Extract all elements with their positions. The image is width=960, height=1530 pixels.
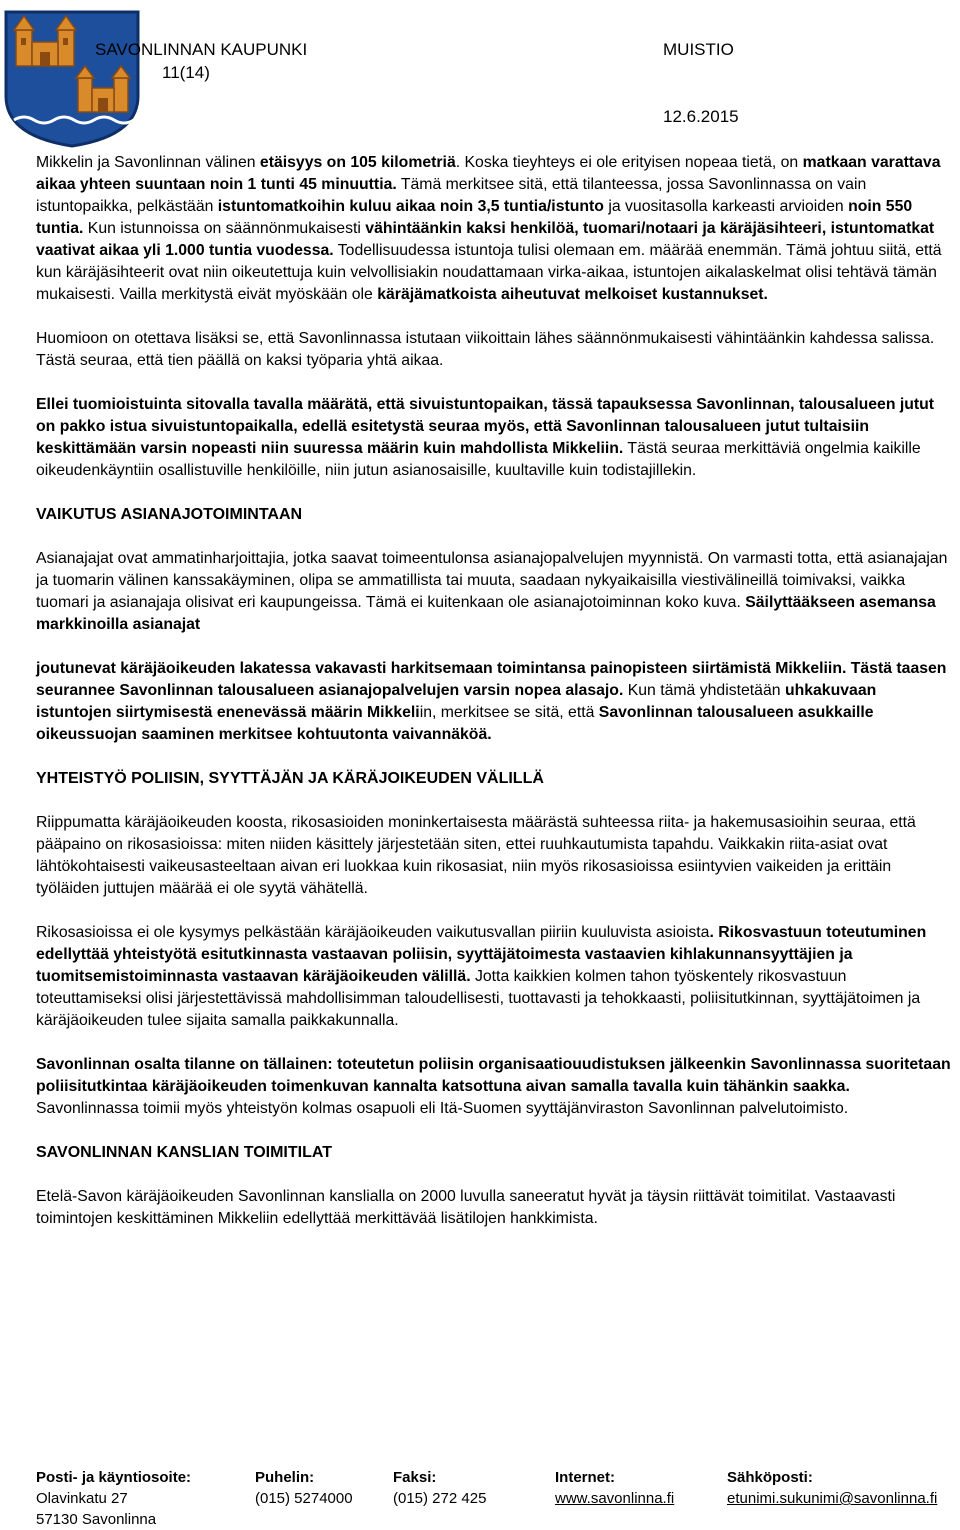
- bold-text-run: Savonlinnan talousalueen asukkaille oikeussuojan saaminen merkitsee kohtuutonta vaivannäköä.: [36, 704, 874, 743]
- text-run: Kun tämä yhdistetään: [623, 682, 785, 699]
- footer-website-link[interactable]: www.savonlinna.fi: [555, 1490, 675, 1507]
- document-date: 12.6.2015: [663, 107, 739, 126]
- text-run: Rikosasioissa ei ole kysymys pelkästään käräjäoikeuden vaikutusvallan piiriin kuuluvista asioista: [36, 924, 710, 941]
- paragraph: [36, 658, 956, 746]
- text-run: Savonlinnassa toimii myös yhteistyön kolmas osapuoli eli Itä-Suomen syyttäjänviraston Savonlinnan palvelutoimisto.: [36, 1100, 849, 1117]
- paragraph: [36, 922, 956, 1032]
- bold-text-run: istuntomatkoihin kuluu aikaa noin 3,5 tuntia/istunto: [217, 198, 604, 215]
- organization-name: SAVONLINNAN KAUPUNKI: [95, 40, 308, 59]
- text-run: ja vuositasolla karkeasti arvioiden: [603, 198, 849, 215]
- paragraph: [36, 548, 956, 636]
- footer-email-label: Sähköposti:: [727, 1469, 813, 1486]
- footer-address-postal: 57130 Savonlinna: [36, 1511, 157, 1528]
- bold-text-run: . Rikosvastuun toteutuminen edellyttää yhteistyötä esitutkinnasta vastaavan poliisin, syyttäjätoimesta vastaavien kihlakunnansyyttäjien ja tuomitsemistoiminnasta vastaavan käräjäoikeuden välillä.: [36, 924, 927, 985]
- text-run: Jotta kaikkien kolmen tahon työskentely rikosvastuun toteuttamiseksi olisi järjestettävissä mahdollisimman taloudellisesti, tuottavasti ja tehokkaasti, poliisitutkinnan, syyttäjätoimen ja käräjäoikeuden tulee sijaita samalla paikkakunnalla.: [36, 968, 921, 1029]
- text-run: Mikkelin ja Savonlinnan välinen: [36, 154, 260, 171]
- bold-text-run: vähintäänkin kaksi henkilöä, tuomari/notaari ja käräjäsihteeri, istuntomatkat vaativat aikaa yli 1.000 tuntia vuodessa.: [36, 220, 935, 259]
- paragraph: [36, 394, 956, 482]
- bold-text-run: Säilyttääkseen asemansa markkinoilla asianajat: [36, 594, 936, 633]
- footer-phone-number: (015) 5274000: [255, 1490, 353, 1507]
- footer-fax-number: (015) 272 425: [393, 1490, 487, 1507]
- footer-phone-label: Puhelin:: [255, 1469, 315, 1486]
- bold-text-run: Ellei tuomioistuinta sitovalla tavalla määrätä, että sivuistuntopaikan, tässä tapauksessa Savonlinnan, talousalueen jutut on pakko istua sivuistuntopaikalla, edellä esitetystä seuraa myös, että Savonlinnan talousalueen jutut tultaisiin keskittämään varsin nopeasti niin suuressa määrin kuin mahdollista Mikkeliin.: [36, 396, 935, 457]
- text-run: Tästä seuraa merkittäviä ongelmia kaikille oikeudenkäyntiin osallistuville henkilöille, niin jutun asianosaisille, kuultaville kuin todistajillekin.: [36, 440, 921, 479]
- footer-internet: [555, 1467, 674, 1509]
- footer-email-link[interactable]: etunimi.sukunimi@savonlinna.fi: [727, 1490, 938, 1507]
- text-run: Kun istunnoissa on säännönmukaisesti: [83, 220, 366, 237]
- document-type: MUISTIO: [663, 40, 734, 59]
- bold-text-run: etäisyys on 105 kilometriä: [259, 154, 456, 171]
- text-run: Huomioon on otettava lisäksi se, että Savonlinnassa istutaan viikoittain lähes säännönmukaisesti vähintäänkin kahdessa salissa. Tästä seuraa, että tien päällä on kaksi työparia yhtä aikaa.: [36, 330, 935, 369]
- bold-text-run: matkaan varattava aikaa yhteen suuntaan noin 1 tunti 45 minuuttia.: [36, 154, 941, 193]
- bold-text-run: Savonlinnan osalta tilanne on tällainen: toteutetun poliisin organisaatiouudistuksen jälkeenkin Savonlinnassa suoritetaan poliisitutkintaa käräjäoikeuden toimenkuvan kannalta katsottuna aivan samalla tavalla kuin tähänkin saakka.: [36, 1056, 951, 1095]
- text-run: Etelä-Savon käräjäoikeuden Savonlinnan kanslialla on 2000 luvulla saneeratut hyvät ja täysin riittävät toimitilat. Vastaavasti toimintojen keskittäminen Mikkeliin edellyttää merkittävää lisätilojen hankkimista.: [36, 1188, 896, 1227]
- footer-internet-label: Internet:: [555, 1469, 615, 1486]
- paragraph: [36, 152, 956, 306]
- paragraph: [36, 1186, 956, 1230]
- paragraph: [36, 1054, 956, 1120]
- paragraph: [36, 812, 956, 900]
- savonlinna-coat-of-arms-logo: [2, 8, 142, 148]
- paragraph: [36, 328, 956, 372]
- footer-email: [727, 1467, 937, 1509]
- bold-text-run: käräjämatkoista aiheutuvat melkoiset kustannukset.: [377, 286, 768, 303]
- bold-text-run: joutunevat käräjäoikeuden lakatessa vakavasti harkitsemaan toimintansa painopisteen siirtämistä Mikkeliin. Tästä taasen seurannee Savonlinnan talousalueen asianajopalvelujen varsin nopea alasajo.: [36, 660, 947, 699]
- text-run: Asianajajat ovat ammatinharjoittajia, jotka saavat toimeentulonsa asianajopalvelujen myynnistä. On varmasti totta, että asianajajan ja tuomarin välinen kanssakäyminen, olipa se ammatillista tai muuta, saadaan nykyaikaisilla viestivälineillä toimivaksi, vaikka tuomari ja asianajaja olisivat eri kaupungeissa. Tämä ei kuitenkaan ole asianajotoiminnan koko kuva.: [36, 550, 948, 611]
- text-run: in, merkitsee se sitä, että: [419, 704, 599, 721]
- footer-address-street: Olavinkatu 27: [36, 1490, 128, 1507]
- bold-text-run: noin 550 tuntia.: [36, 198, 913, 237]
- text-run: . Koska tieyhteys ei ole erityisen nopeaa tietä, on: [455, 154, 803, 171]
- section-heading: YHTEISTYÖ POLIISIN, SYYTTÄJÄN JA KÄRÄJOIKEUDEN VÄLILLÄ: [36, 770, 544, 787]
- footer-address-label: Posti- ja käyntiosoite:: [36, 1469, 192, 1486]
- footer-phone: [255, 1467, 353, 1509]
- text-run: Todellisuudessa istuntoja tulisi olemaan em. määrää enemmän. Tämä johtuu siitä, että kun käräjäsihteerit ovat niin oikeutettuja kuin velvollisiakin noudattamaan virka-aikaa, istuntojen aikalaskelmat olisi tehtävä tämän mukaisesti. Vailla merkitystä eivät myöskään ole: [36, 242, 942, 303]
- footer-fax-label: Faksi:: [393, 1469, 437, 1486]
- section-heading: VAIKUTUS ASIANAJOTOIMINTAAN: [36, 506, 303, 523]
- text-run: Riippumatta käräjäoikeuden koosta, rikosasioiden moninkertaisesta määrästä suhteessa riita- ja hakemusasioihin seuraa, että pääpaino on rikosasioissa: miten niiden käsittely järjestetään siten, ettei ruuhkautumista tapahdu. Vaikkakin riita-asiat ovat lähtökohtaisesti vaikeusasteeltaan aivan eri luokkaa kuin rikosasiat, niin myös rikosasioissa esiintyvien vaikeiden ja erittäin työläiden juttujen määrää ei ole syytä vähätellä.: [36, 814, 916, 897]
- footer-fax: [393, 1467, 486, 1509]
- page-number: 11(14): [162, 63, 210, 82]
- bold-text-run: uhkakuvaan istuntojen siirtymisestä enenevässä määrin Mikkeli: [36, 682, 877, 721]
- section-heading: SAVONLINNAN KANSLIAN TOIMITILAT: [36, 1144, 332, 1161]
- document-body: [36, 152, 956, 1230]
- text-run: Tämä merkitsee sitä, että tilanteessa, jossa Savonlinnassa on vain istuntopaikka, pelkästään: [36, 176, 867, 215]
